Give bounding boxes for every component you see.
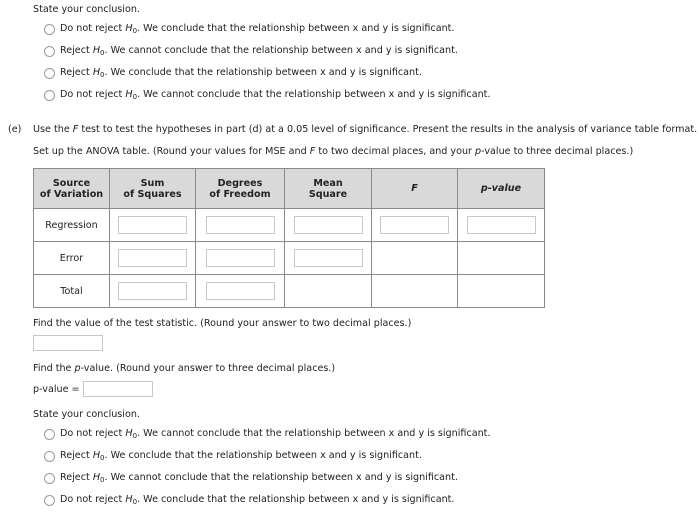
- radio-button[interactable]: [44, 46, 55, 57]
- option-text: . We conclude that the relationship between x and y is significant.: [137, 23, 455, 34]
- radio-button[interactable]: [44, 495, 55, 506]
- h0-subscript: 0: [132, 498, 138, 506]
- header-p-value: p-value: [458, 169, 545, 209]
- option-text: . We conclude that the relationship between x and y is significant.: [104, 67, 422, 78]
- prompt-text: -value. (Round your answer to three decimal places.): [80, 363, 336, 374]
- radio-button[interactable]: [44, 90, 55, 101]
- prompt-text: Use the: [33, 124, 73, 135]
- p-value-prompt: [33, 363, 335, 374]
- conclusion-option-1[interactable]: [44, 22, 454, 36]
- option-decision: Do not reject: [60, 428, 123, 439]
- total-ss-input[interactable]: [118, 282, 187, 300]
- h0-symbol: H: [92, 67, 101, 78]
- part-e-prompt: [33, 124, 697, 135]
- regression-ss-input[interactable]: [118, 216, 187, 234]
- header-sum-of-squares: Sum of Squares: [110, 169, 196, 209]
- anova-row-regression: [34, 209, 545, 242]
- radio-button[interactable]: [44, 68, 55, 79]
- header-f: F: [372, 169, 458, 209]
- empty-cell: [372, 242, 458, 275]
- final-conclusion-option-3[interactable]: [44, 471, 458, 485]
- regression-ms-input[interactable]: [294, 216, 363, 234]
- h0-symbol: H: [125, 494, 133, 505]
- regression-f-input[interactable]: [380, 216, 449, 234]
- error-ss-input[interactable]: [118, 249, 187, 267]
- final-conclusion-option-2[interactable]: [44, 449, 422, 463]
- part-e-marker: (e): [8, 124, 22, 135]
- h0-symbol: H: [125, 89, 133, 100]
- conclusion-prompt: State your conclusion.: [33, 409, 140, 420]
- option-decision: Reject: [60, 67, 90, 78]
- h0-symbol: H: [125, 428, 133, 439]
- option-text: . We cannot conclude that the relationship between x and y is significant.: [104, 472, 458, 483]
- f-symbol: F: [72, 124, 79, 135]
- conclusion-option-3[interactable]: [44, 66, 422, 80]
- row-label: Regression: [34, 209, 110, 242]
- h0-subscript: 0: [132, 27, 138, 35]
- test-statistic-prompt: Find the value of the test statistic. (Round your answer to two decimal places.): [33, 318, 412, 329]
- anova-row-total: [34, 275, 545, 308]
- conclusion-prompt: State your conclusion.: [33, 4, 140, 15]
- option-decision: Reject: [60, 450, 90, 461]
- row-label: Total: [34, 275, 110, 308]
- empty-cell: [458, 275, 545, 308]
- prompt-text: test to test the hypotheses in part (d) at a 0.05 level of significance. Present the results in the analysis of variance table format.: [78, 124, 698, 135]
- empty-cell: [458, 242, 545, 275]
- h0-symbol: H: [92, 472, 101, 483]
- option-decision: Reject: [60, 45, 90, 56]
- h0-symbol: H: [92, 450, 101, 461]
- radio-button[interactable]: [44, 451, 55, 462]
- empty-cell: [285, 275, 372, 308]
- radio-button[interactable]: [44, 473, 55, 484]
- header-source: Source of Variation: [34, 169, 110, 209]
- radio-button[interactable]: [44, 429, 55, 440]
- option-decision: Do not reject: [60, 23, 123, 34]
- conclusion-option-4[interactable]: [44, 88, 490, 102]
- error-ms-input[interactable]: [294, 249, 363, 267]
- header-mean-square: Mean Square: [285, 169, 372, 209]
- regression-pvalue-input[interactable]: [467, 216, 536, 234]
- anova-setup-instruction: [33, 146, 633, 157]
- h0-subscript: 0: [100, 454, 105, 462]
- conclusion-option-2[interactable]: [44, 44, 458, 58]
- h0-symbol: H: [92, 45, 101, 56]
- option-text: . We conclude that the relationship between x and y is significant.: [104, 450, 422, 461]
- h0-symbol: H: [125, 23, 133, 34]
- anova-row-error: [34, 242, 545, 275]
- radio-button[interactable]: [44, 24, 55, 35]
- setup-text: -value to three decimal places.): [481, 146, 634, 157]
- header-degrees-of-freedom: Degrees of Freedom: [196, 169, 285, 209]
- h0-subscript: 0: [100, 49, 105, 57]
- option-text: . We cannot conclude that the relationship between x and y is significant.: [137, 428, 491, 439]
- h0-subscript: 0: [132, 432, 138, 440]
- p-value-label: p-value =: [33, 384, 80, 395]
- prompt-text: Find the: [33, 363, 75, 374]
- test-statistic-input[interactable]: [33, 335, 103, 351]
- error-df-input[interactable]: [206, 249, 275, 267]
- option-text: . We conclude that the relationship between x and y is significant.: [137, 494, 455, 505]
- setup-text: to two decimal places, and your: [315, 146, 476, 157]
- option-decision: Reject: [60, 472, 90, 483]
- anova-header-row: [34, 169, 545, 209]
- option-decision: Do not reject: [60, 89, 123, 100]
- p-symbol: p: [475, 146, 482, 157]
- final-conclusion-option-1[interactable]: [44, 427, 490, 441]
- option-text: . We cannot conclude that the relationship between x and y is significant.: [104, 45, 458, 56]
- h0-subscript: 0: [100, 476, 105, 484]
- h0-subscript: 0: [132, 93, 138, 101]
- row-label: Error: [34, 242, 110, 275]
- anova-table: [33, 168, 545, 308]
- p-value-input[interactable]: [83, 381, 153, 397]
- regression-df-input[interactable]: [206, 216, 275, 234]
- option-decision: Do not reject: [60, 494, 123, 505]
- setup-text: Set up the ANOVA table. (Round your values for MSE and: [33, 146, 310, 157]
- h0-subscript: 0: [100, 71, 105, 79]
- empty-cell: [372, 275, 458, 308]
- total-df-input[interactable]: [206, 282, 275, 300]
- option-text: . We cannot conclude that the relationship between x and y is significant.: [137, 89, 491, 100]
- p-symbol: p: [74, 363, 81, 374]
- final-conclusion-option-4[interactable]: [44, 493, 454, 507]
- f-symbol: F: [309, 146, 316, 157]
